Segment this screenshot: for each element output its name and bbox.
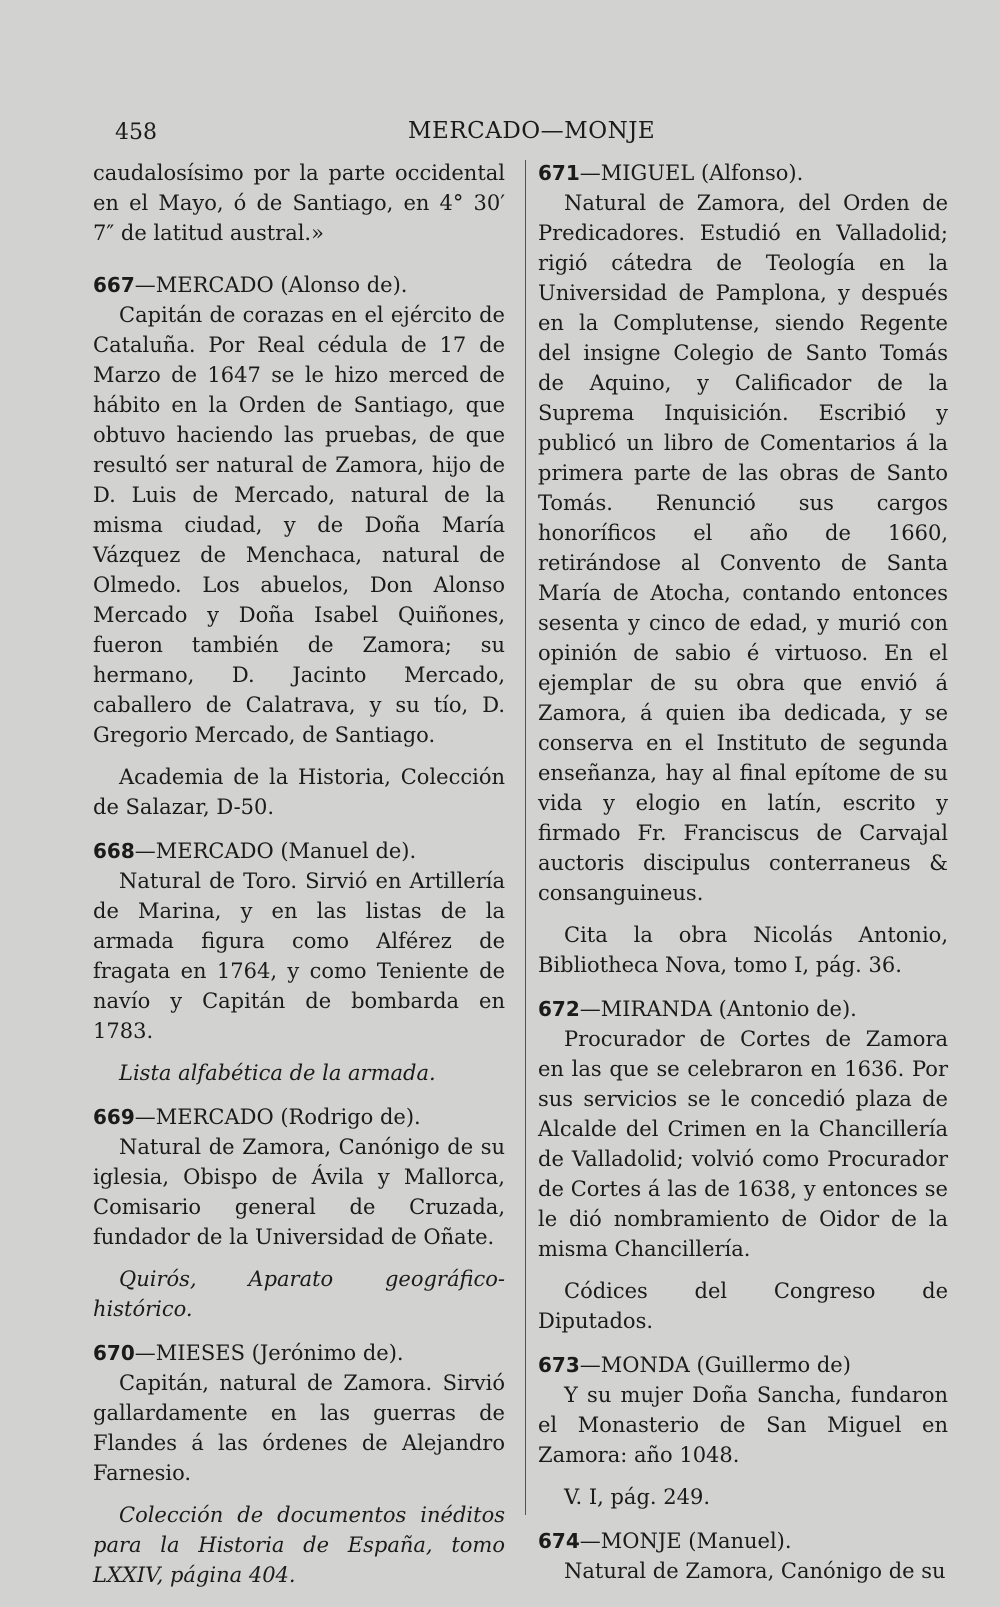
entry-number: 673 — [538, 1353, 580, 1377]
entry-body: Natural de Zamora, del Orden de Predicadores. Estudió en Valladolid; rigió cátedra de Teología en la Universidad de Pamplona, y después en la Complutense, siendo Regente del insigne Colegio de Santo Tomás de Aquino, y Calificador de la Suprema Inquisición. Escribió y publicó un libro de Comentarios á la primera parte de las obras de Santo Tomás. Renunció sus cargos honoríficos el año de 1660, retirándose al Convento de Santa María de Atocha, contando entonces sesenta y cinco de edad, y murió con opinión de sabio é virtuoso. En el ejemplar de su obra que envió á Zamora, á quien iba dedicada, y se conserva en el Instituto de segunda enseñanza, hay al final epítome de su vida y elogio en latín, escrito y firmado Fr. Franciscus de Carvajal auctoris discipulus conterraneus & consanguineus. — [538, 191, 948, 905]
entry-number: 672 — [538, 997, 580, 1021]
column-divider — [525, 160, 526, 1515]
entry-number: 667 — [93, 273, 135, 297]
entry-673 — [538, 1350, 948, 1512]
entry-title: —MIGUEL (Alfonso). — [579, 161, 804, 185]
entry-number: 674 — [538, 1529, 580, 1553]
entry-source: Academia de la Historia, Colección de Salazar, D-50. — [93, 765, 505, 819]
continuation-text: caudalosísimo por la parte occidental en el Mayo, ó de Santiago, en 4° 30′ 7″ de latitud austral.» — [93, 161, 505, 245]
entry-heading — [93, 270, 505, 300]
entry-title: —MIRANDA (Antonio de). — [579, 997, 857, 1021]
entry-667 — [93, 270, 505, 822]
entry-source: Quirós, Aparato geográfico-histórico. — [93, 1267, 505, 1321]
entry-674 — [538, 1526, 948, 1586]
entry-title: —MIESES (Jerónimo de). — [134, 1341, 404, 1365]
entry-body: Capitán de corazas en el ejército de Cataluña. Por Real cédula de 17 de Marzo de 1647 se le hizo merced de hábito en la Orden de Santiago, que obtuvo haciendo las pruebas, de que resultó ser natural de Zamora, hijo de D. Luis de Mercado, natural de la misma ciudad, y de Doña María Vázquez de Menchaca, natural de Olmedo. Los abuelos, Don Alonso Mercado y Doña Isabel Quiñones, fueron también de Zamora; su hermano, D. Jacinto Mercado, caballero de Calatrava, y su tío, D. Gregorio Mercado, de Santiago. — [93, 303, 505, 747]
entry-title: —MERCADO (Rodrigo de). — [134, 1105, 421, 1129]
entry-source: V. I, pág. 249. — [564, 1485, 711, 1509]
entry-number: 669 — [93, 1105, 135, 1129]
entry-heading — [93, 1102, 505, 1132]
entry-number: 670 — [93, 1341, 135, 1365]
entry-heading — [93, 1338, 505, 1368]
running-head: MERCADO—MONJE — [408, 118, 656, 144]
entry-source: Códices del Congreso de Diputados. — [538, 1279, 948, 1333]
page-number: 458 — [115, 120, 157, 145]
entry-body: Natural de Toro. Sirvió en Artillería de Marina, y en las listas de la armada figura como Alférez de fragata en 1764, y como Teniente de navío y Capitán de bombarda en 1783. — [93, 869, 505, 1043]
entry-body: Procurador de Cortes de Zamora en las que se celebraron en 1636. Por sus servicios se le concedió plaza de Alcalde del Crimen en la Chancillería de Valladolid; volvió como Procurador de Cortes á las de 1638, y entonces se le dió nombramiento de Oidor de la misma Chancillería. — [538, 1027, 948, 1261]
entry-number: 671 — [538, 161, 580, 185]
entry-heading — [538, 994, 948, 1024]
entry-source: Colección de documentos inéditos para la Historia de España, tomo LXXIV, página 404. — [93, 1503, 505, 1587]
entry-body: Natural de Zamora, Canónigo de su — [564, 1559, 946, 1583]
entry-669 — [93, 1102, 505, 1324]
entry-heading — [538, 1350, 948, 1380]
entry-source: Lista alfabética de la armada. — [119, 1061, 436, 1085]
entry-source: Cita la obra Nicolás Antonio, Bibliotheca Nova, tomo I, pág. 36. — [538, 923, 948, 977]
entry-title: —MERCADO (Manuel de). — [134, 839, 417, 863]
entry-body: Y su mujer Doña Sancha, fundaron el Monasterio de San Miguel en Zamora: año 1048. — [538, 1383, 948, 1467]
entry-heading — [93, 836, 505, 866]
entry-number: 668 — [93, 839, 135, 863]
entry-672 — [538, 994, 948, 1336]
left-column — [93, 158, 505, 1604]
right-column — [538, 158, 948, 1600]
entry-title: —MERCADO (Alonso de). — [134, 273, 408, 297]
entry-668 — [93, 836, 505, 1088]
entry-heading — [538, 158, 948, 188]
entry-heading — [538, 1526, 948, 1556]
entry-title: —MONJE (Manuel). — [579, 1529, 792, 1553]
entry-title: —MONDA (Guillermo de) — [579, 1353, 851, 1377]
entry-body: Capitán, natural de Zamora. Sirvió gallardamente en las guerras de Flandes á las órdenes de Alejandro Farnesio. — [93, 1371, 505, 1485]
entry-body: Natural de Zamora, Canónigo de su iglesia, Obispo de Ávila y Mallorca, Comisario general de Cruzada, fundador de la Universidad de Oñate. — [93, 1135, 505, 1249]
entry-670 — [93, 1338, 505, 1590]
entry-671 — [538, 158, 948, 980]
